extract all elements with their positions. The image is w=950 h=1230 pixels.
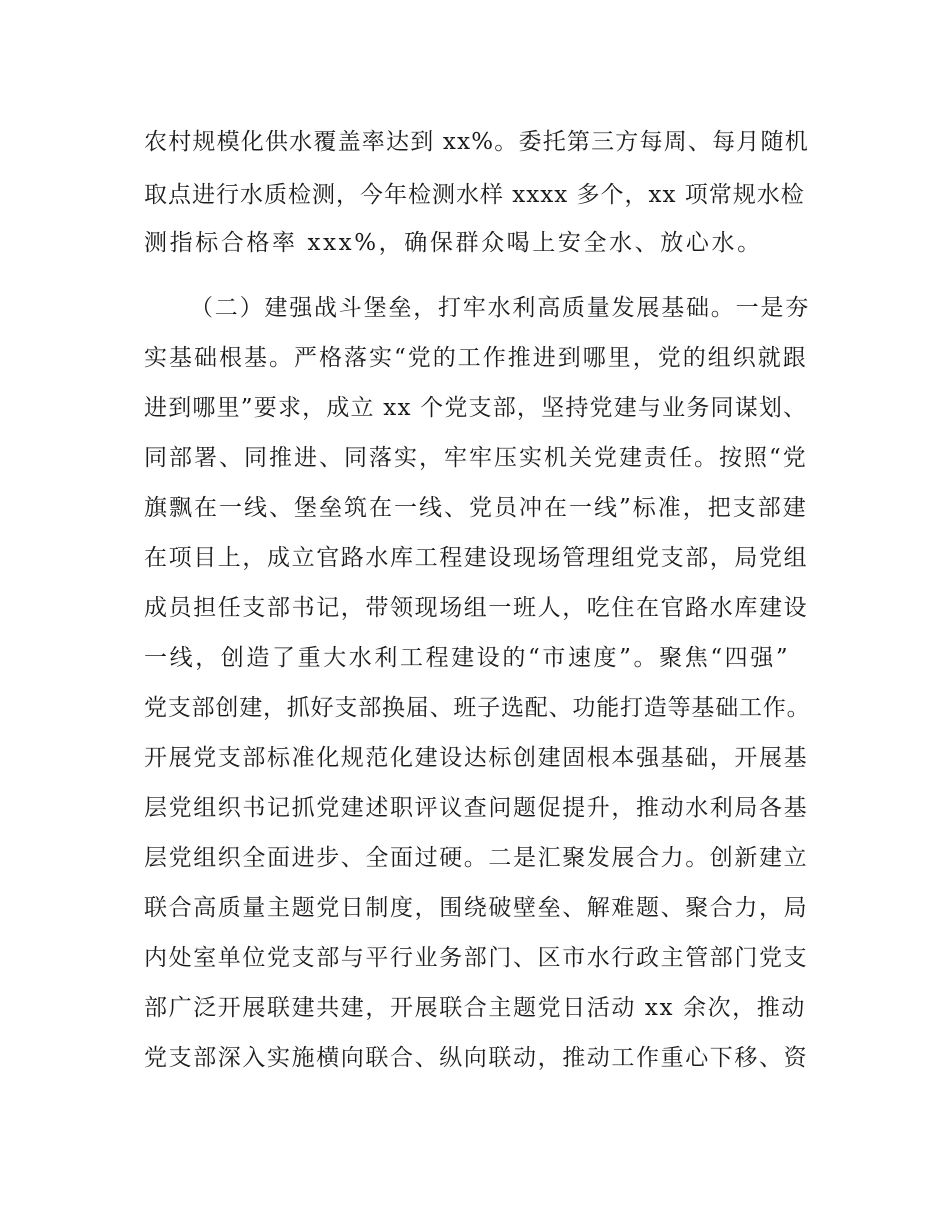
text-line: 农村规模化供水覆盖率达到 xx%。委托第三方每周、每月随机 [144,129,809,155]
text-line: 党支部深入实施横向联合、纵向联动，推动工作重心下移、资 [144,1045,809,1071]
text-line: 开展党支部标准化规范化建设达标创建固根本强基础，开展基 [144,745,809,771]
text-line: 层党组织全面进步、全面过硬。二是汇聚发展合力。创新建立 [144,845,809,871]
text-line: 成员担任支部书记，带领现场组一班人，吃住在官路水库建设 [144,595,809,621]
text-line: 实基础根基。严格落实“党的工作推进到哪里，党的组织就跟 [144,345,808,371]
text-line: 联合高质量主题党日制度，围绕破壁垒、解难题、聚合力，局 [144,895,809,921]
text-line: 进到哪里”要求，成立 xx 个党支部，坚持党建与业务同谋划、 [144,395,808,421]
text-line: 党支部创建，抓好支部换届、班子选配、功能打造等基础工作。 [144,695,811,721]
text-line: 在项目上，成立官路水库工程建设现场管理组党支部，局党组 [144,545,809,571]
text-line: 层党组织书记抓党建述职评议查问题促提升，推动水利局各基 [144,795,809,821]
text-line: 旗飘在一线、堡垒筑在一线、党员冲在一线”标准，把支部建 [144,495,808,521]
text-line: 取点进行水质检测，今年检测水样 xxxx 多个，xx 项常规水检 [144,182,805,208]
text-line: 一线，创造了重大水利工程建设的“市速度”。聚焦“四强” [144,645,791,671]
text-line: 测指标合格率 xxx%，确保群众喝上安全水、放心水。 [144,230,763,256]
text-line: 同部署、同推进、同落实，牢牢压实机关党建责任。按照“党 [144,445,808,471]
text-line: 内处室单位党支部与平行业务部门、区市水行政主管部门党支 [144,945,809,971]
text-line: 部广泛开展联建共建，开展联合主题党日活动 xx 余次，推动 [144,995,806,1021]
text-line: （二）建强战斗堡垒，打牢水利高质量发展基础。一是夯 [190,295,810,321]
